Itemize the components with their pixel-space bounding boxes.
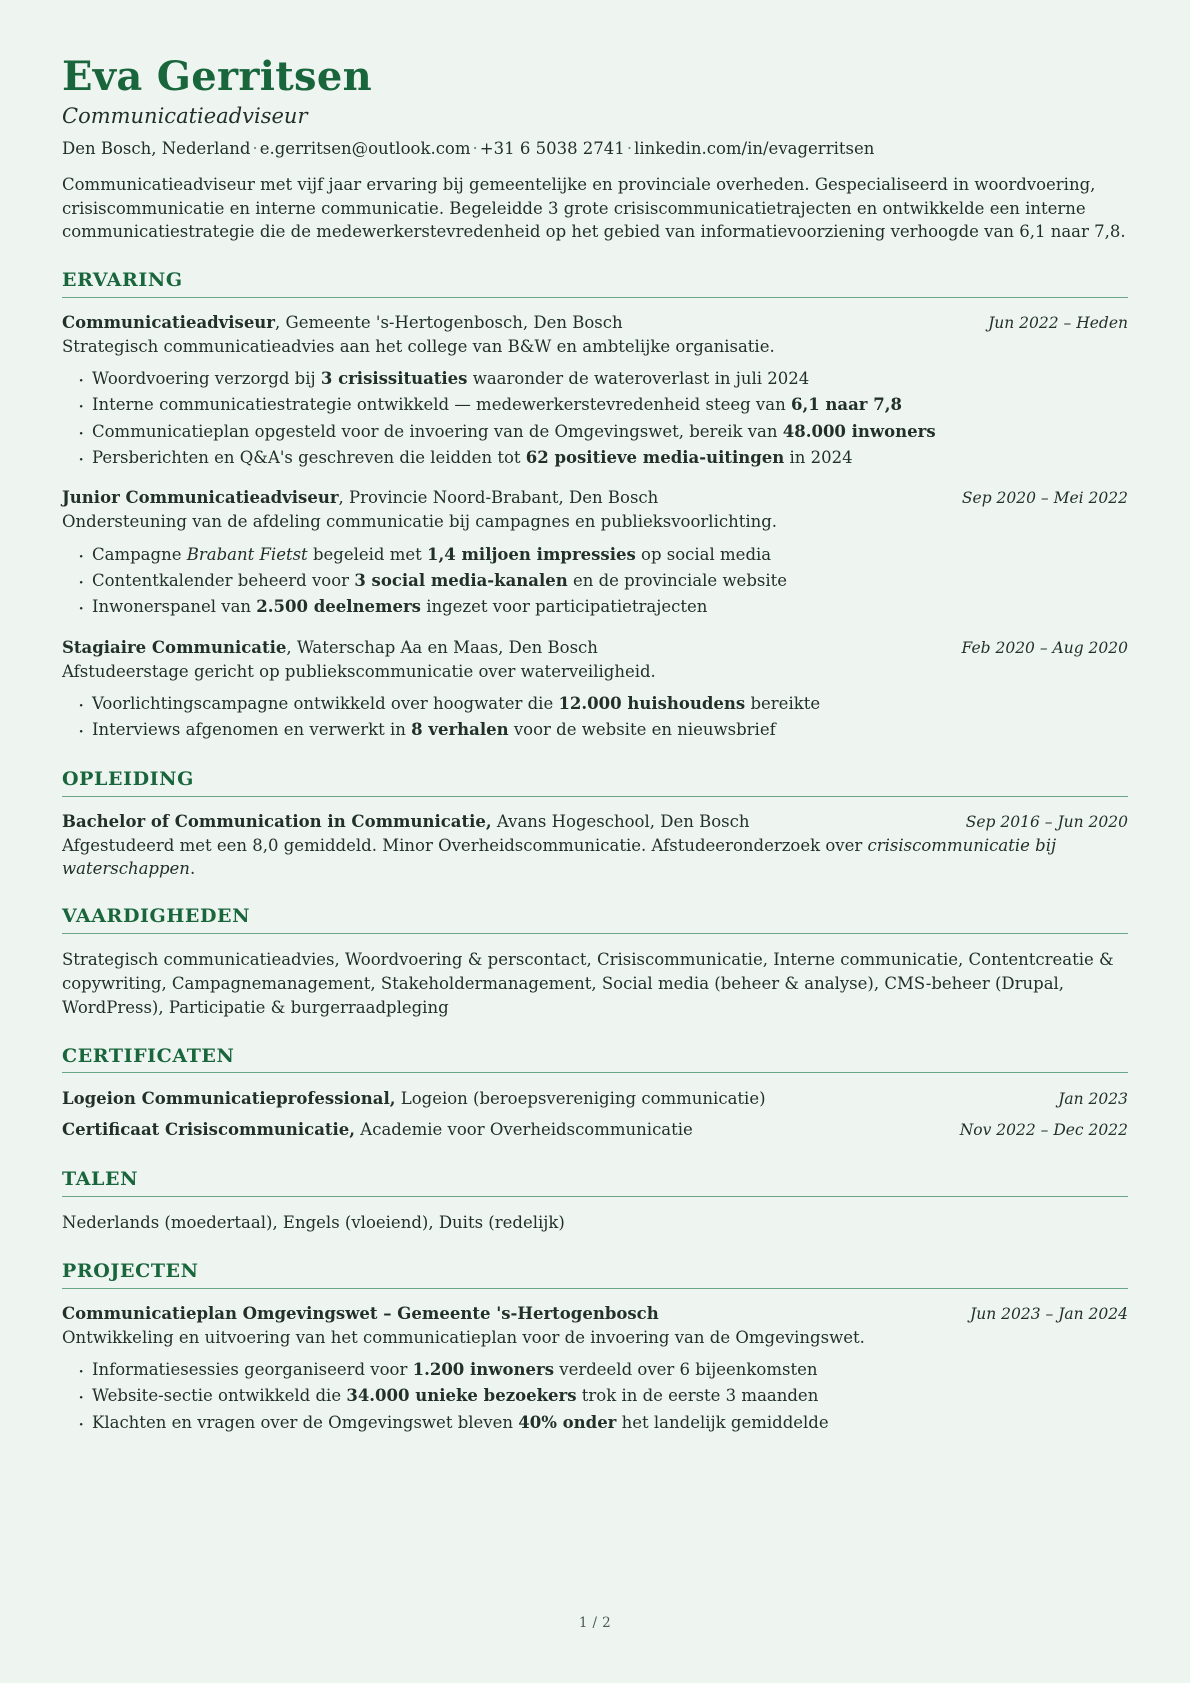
experience-date: Jun 2022 – Heden bbox=[988, 313, 1128, 332]
experience-entry-head bbox=[62, 487, 1128, 509]
certificate-issuer: Academie voor Overheidscommunicatie bbox=[360, 1120, 693, 1140]
education-entry-head bbox=[62, 811, 1128, 833]
section-title-languages: TALEN bbox=[62, 1167, 139, 1190]
project-entry-head bbox=[62, 1303, 1128, 1325]
bullet-item: · Interne communicatiestrategie ontwikkeld — medewerkerstevredenheid steeg van 6,1 naar 7,8 bbox=[62, 393, 1128, 417]
section-divider bbox=[62, 1288, 1128, 1289]
bullet-item: · Woordvoering verzorgd bij 3 crisissituaties waaronder de wateroverlast in juli 2024 bbox=[62, 367, 1128, 391]
contact-email[interactable]: e.gerritsen@outlook.com bbox=[259, 138, 471, 158]
certificate-entry bbox=[62, 1087, 1128, 1112]
professional-summary: Communicatieadviseur met vijf jaar ervaring bij gemeentelijke en provinciale overheden. Gespecialiseerd in woordvoering, crisiscommunicatie en interne communicatie. Begeleidde 3 grote crisiscommunicatietrajecten en ontwikkelde een interne communicatiestrategie die de medewerkerstevredenheid op het gebied van informatievoorziening verhoogde van 6,1 naar 7,8. bbox=[62, 175, 1126, 242]
certificate-name: Certificaat Crisiscommunicatie, bbox=[62, 1120, 356, 1140]
certificate-entry-title bbox=[62, 1087, 1040, 1112]
experience-organization: Gemeente 's-Hertogenbosch, Den Bosch bbox=[285, 312, 623, 332]
bullet-item: · Informatiesessies georganiseerd voor 1.200 inwoners verdeeld over 6 bijeenkomsten bbox=[62, 1358, 1128, 1382]
bullet-item: · Klachten en vragen over de Omgevingswet bleven 40% onder het landelijk gemiddelde bbox=[62, 1411, 1128, 1435]
bullet-item: · Inwonerspanel van 2.500 deelnemers ingezet voor participatietrajecten bbox=[62, 595, 1128, 619]
project-entry bbox=[62, 1303, 1128, 1435]
section-languages bbox=[62, 1169, 1128, 1235]
bullet-item: · Contentkalender beheerd voor 3 social media-kanalen en de provinciale website bbox=[62, 569, 1128, 593]
experience-description: Ondersteuning van de afdeling communicatie bij campagnes en publieksvoorlichting. bbox=[62, 512, 778, 532]
certificate-issuer: Logeion (beroepsvereniging communicatie) bbox=[400, 1089, 766, 1109]
experience-description: Strategisch communicatieadvies aan het college van B&W en ambtelijke organisatie. bbox=[62, 336, 775, 356]
section-divider bbox=[62, 796, 1128, 797]
experience-bullet-list bbox=[62, 367, 1128, 471]
experience-bullet-list bbox=[62, 543, 1128, 620]
education-entry bbox=[62, 811, 1128, 880]
section-skills bbox=[62, 906, 1128, 1020]
certificate-entry bbox=[62, 1118, 1128, 1143]
languages-list: Nederlands (moedertaal), Engels (vloeiend), Duits (redelijk) bbox=[62, 1212, 565, 1232]
section-title-experience: ERVARING bbox=[62, 268, 183, 291]
candidate-name: Eva Gerritsen bbox=[62, 53, 372, 100]
contact-separator-icon: · bbox=[252, 138, 258, 158]
certificate-name: Logeion Communicatieprofessional, bbox=[62, 1089, 396, 1109]
contact-separator-icon: · bbox=[472, 138, 478, 158]
page-indicator: 1 / 2 bbox=[578, 1615, 612, 1631]
experience-date: Sep 2020 – Mei 2022 bbox=[961, 489, 1128, 508]
project-date: Jun 2023 – Jan 2024 bbox=[970, 1304, 1128, 1323]
contact-location: Den Bosch, Nederland bbox=[62, 138, 251, 158]
section-certificates bbox=[62, 1046, 1128, 1143]
experience-entry bbox=[62, 637, 1128, 743]
section-title-skills: VAARDIGHEDEN bbox=[62, 904, 251, 927]
certificate-date: Jan 2023 bbox=[1058, 1090, 1128, 1109]
section-divider bbox=[62, 297, 1128, 298]
experience-entry-title: Communicatieadviseur, Gemeente 's-Hertogenbosch, Den Bosch bbox=[62, 312, 623, 332]
contact-phone[interactable]: +31 6 5038 2741 bbox=[479, 138, 625, 158]
experience-entry-head bbox=[62, 637, 1128, 659]
bullet-item: · Communicatieplan opgesteld voor de invoering van de Omgevingswet, bereik van 48.000 inwoners bbox=[62, 420, 1128, 444]
section-title-projects: PROJECTEN bbox=[62, 1259, 199, 1282]
education-entry-title bbox=[62, 811, 948, 833]
contact-separator-icon: · bbox=[626, 138, 633, 158]
experience-entry bbox=[62, 487, 1128, 619]
section-title-education: OPLEIDING bbox=[62, 767, 194, 790]
contact-linkedin[interactable]: linkedin.com/in/evagerritsen bbox=[634, 138, 875, 158]
experience-organization: Waterschap Aa en Maas, Den Bosch bbox=[296, 637, 598, 657]
bullet-item: · Interviews afgenomen en verwerkt in 8 verhalen voor de website en nieuwsbrief bbox=[62, 718, 1128, 742]
bullet-item: · Website-sectie ontwikkeld die 34.000 unieke bezoekers trok in de eerste 3 maanden bbox=[62, 1384, 1128, 1408]
bullet-item: · Persberichten en Q&A's geschreven die leidden tot 62 positieve media-uitingen in 2024 bbox=[62, 446, 1128, 470]
section-title-certificates: CERTIFICATEN bbox=[62, 1044, 235, 1067]
experience-role: Communicatieadviseur bbox=[62, 312, 276, 332]
bullet-item: · Voorlichtingscampagne ontwikkeld over hoogwater die 12.000 huishoudens bereikte bbox=[62, 692, 1128, 716]
section-projects bbox=[62, 1261, 1128, 1435]
section-experience bbox=[62, 270, 1128, 743]
experience-role: Stagiaire Communicatie bbox=[62, 637, 287, 657]
experience-organization: Provincie Noord-Brabant, Den Bosch bbox=[349, 488, 659, 508]
education-degree: Bachelor of Communication in Communicatie, bbox=[62, 811, 492, 831]
page-footer bbox=[0, 1615, 1190, 1631]
resume-header bbox=[62, 55, 1128, 244]
experience-entry-head bbox=[62, 312, 1128, 334]
experience-bullet-list bbox=[62, 692, 1128, 743]
section-divider bbox=[62, 1196, 1128, 1197]
education-description: Afgestudeerd met een 8,0 gemiddeld. Minor Overheidscommunicatie. Afstudeeronderzoek over crisiscommunicatie bij waterschappen. bbox=[62, 835, 1057, 878]
project-description: Ontwikkeling en uitvoering van het communicatieplan voor de invoering van de Omgevingswet. bbox=[62, 1327, 865, 1347]
project-name: Communicatieplan Omgevingswet – Gemeente 's-Hertogenbosch bbox=[62, 1303, 659, 1323]
project-entry-title bbox=[62, 1303, 952, 1325]
experience-entry bbox=[62, 312, 1128, 471]
education-date: Sep 2016 – Jun 2020 bbox=[965, 812, 1128, 831]
experience-entry-title: Junior Communicatieadviseur, Provincie Noord-Brabant, Den Bosch bbox=[62, 488, 659, 508]
skills-list: Strategisch communicatieadvies, Woordvoering & perscontact, Crisiscommunicatie, Interne communicatie, Contentcreatie & copywriting, Campagnemanagement, Stakeholdermanagement, Social media (beheer & analyse), CMS-beheer (Drupal, WordPress), Participatie & burgerraadpleging bbox=[62, 949, 1114, 1017]
contact-line bbox=[62, 138, 1128, 159]
experience-entry-title: Stagiaire Communicatie, Waterschap Aa en Maas, Den Bosch bbox=[62, 637, 598, 657]
education-institution: Avans Hogeschool, Den Bosch bbox=[496, 811, 750, 831]
section-divider bbox=[62, 933, 1128, 934]
certificate-entry-title bbox=[62, 1118, 942, 1143]
experience-description: Afstudeerstage gericht op publiekscommunicatie over waterveiligheid. bbox=[62, 661, 656, 681]
section-education bbox=[62, 769, 1128, 880]
project-bullet-list bbox=[62, 1358, 1128, 1435]
section-divider bbox=[62, 1072, 1128, 1073]
certificate-date: Nov 2022 – Dec 2022 bbox=[959, 1121, 1128, 1140]
experience-date: Feb 2020 – Aug 2020 bbox=[961, 638, 1128, 657]
candidate-headline: Communicatieadviseur bbox=[62, 103, 308, 128]
experience-role: Junior Communicatieadviseur bbox=[62, 488, 339, 508]
bullet-item: · Campagne Brabant Fietst begeleid met 1,4 miljoen impressies op social media bbox=[62, 543, 1128, 567]
